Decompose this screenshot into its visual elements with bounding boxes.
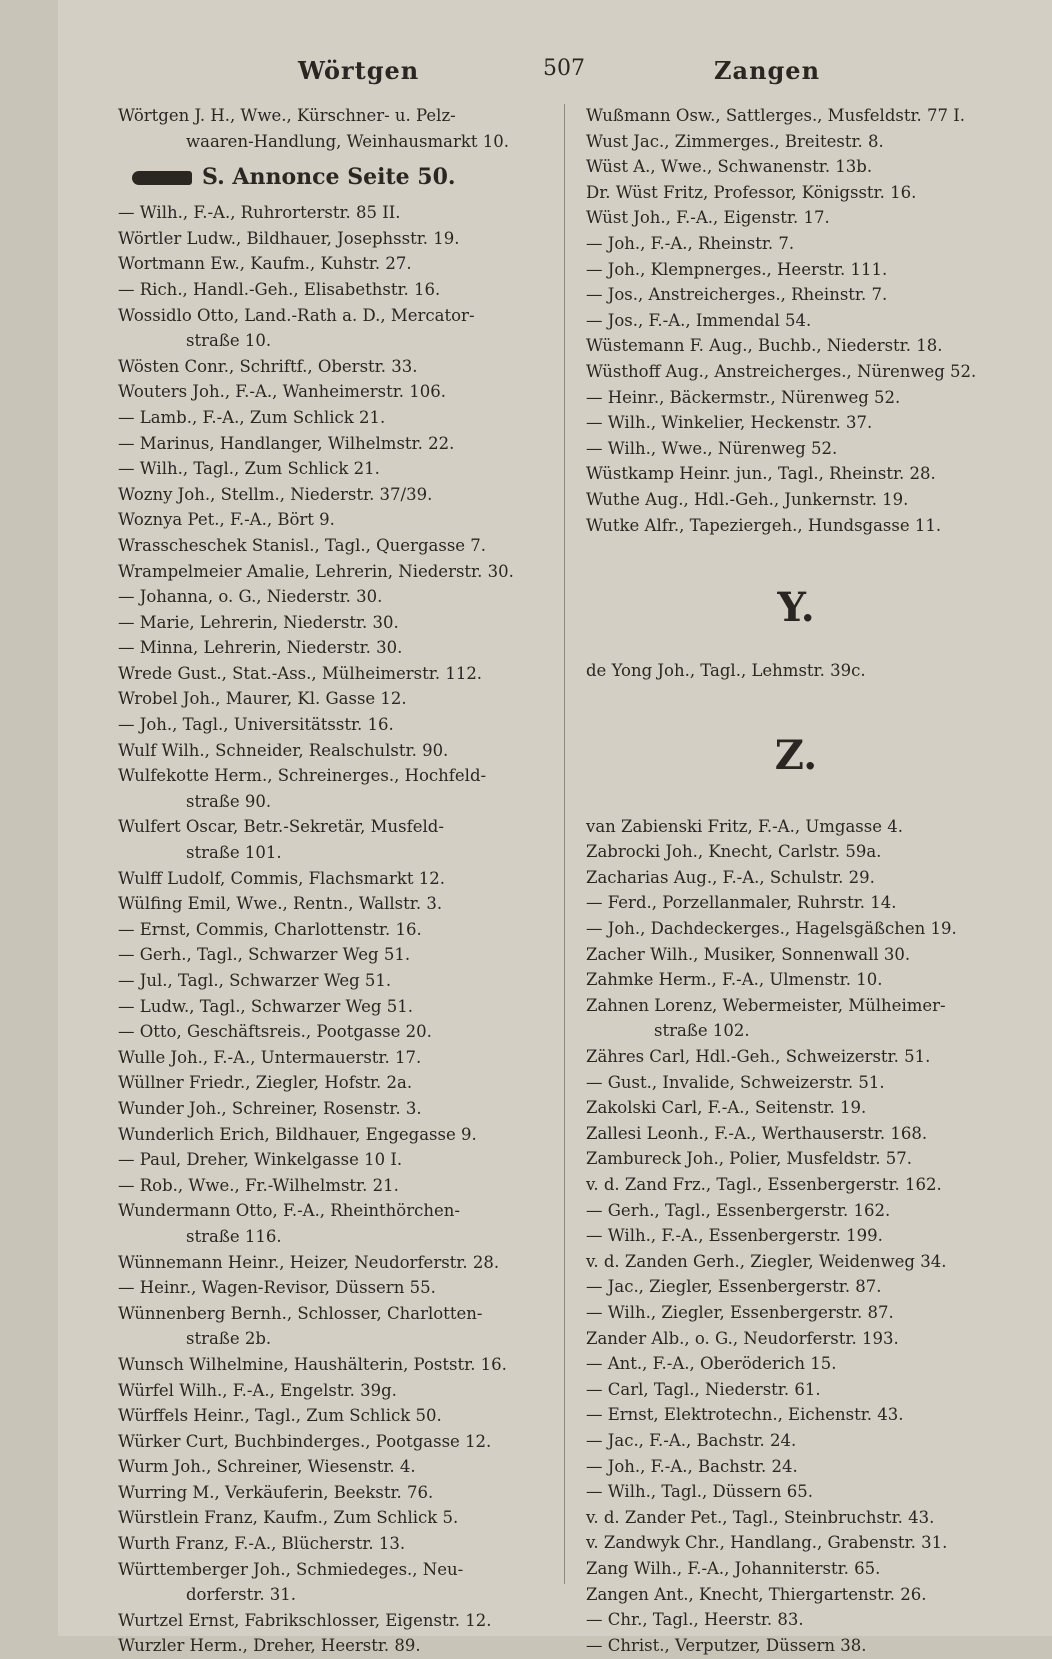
directory-entry: — Jos., F.-A., Immendal 54.: [586, 310, 812, 330]
directory-entry: — Rob., Wwe., Fr.-Wilhelmstr. 21.: [118, 1175, 399, 1195]
section-heading-y: Y.: [777, 584, 815, 632]
z-entries: [586, 814, 1006, 1659]
directory-entry: Zander Alb., o. G., Neudorferstr. 193.: [586, 1328, 899, 1348]
directory-entry: Wülfing Emil, Wwe., Rentn., Wallstr. 3.: [118, 894, 443, 914]
directory-entry: Wünnenberg Bernh., Schlosser, Charlotten-: [118, 1303, 483, 1323]
directory-entry: — Jos., Anstreicherges., Rheinstr. 7.: [586, 285, 888, 305]
directory-entry: Zallesi Leonh., F.-A., Werthauserstr. 168.: [586, 1123, 928, 1143]
directory-entry: Wurm Joh., Schreiner, Wiesenstr. 4.: [118, 1457, 416, 1477]
directory-entry: — Christ., Verputzer, Düssern 38.: [586, 1635, 867, 1655]
directory-entry: Wörtler Ludw., Bildhauer, Josephsstr. 19.: [118, 228, 460, 248]
directory-entry: — Wilh., Winkelier, Heckenstr. 37.: [586, 413, 873, 433]
directory-entry: — Wilh., Ziegler, Essenbergerstr. 87.: [586, 1302, 894, 1322]
directory-entry: — Ernst, Commis, Charlottenstr. 16.: [118, 919, 422, 939]
directory-entry: Württemberger Joh., Schmiedeges., Neu-: [118, 1559, 464, 1579]
directory-entry: Wüst A., Wwe., Schwanenstr. 13b.: [586, 157, 873, 177]
directory-entry: straße 2b.: [186, 1329, 272, 1349]
directory-entry: — Ludw., Tagl., Schwarzer Weg 51.: [118, 996, 413, 1016]
directory-entry: Dr. Wüst Fritz, Professor, Königsstr. 16.: [586, 182, 917, 202]
directory-entry: Wüstemann F. Aug., Buchb., Niederstr. 18.: [586, 336, 943, 356]
y-entries: [586, 658, 1006, 684]
directory-entry: Zang Wilh., F.-A., Johanniterstr. 65.: [586, 1558, 881, 1578]
directory-entry: Wrasscheschek Stanisl., Tagl., Quergasse 7.: [118, 535, 487, 555]
directory-entry: — Joh., F.-A., Bachstr. 24.: [586, 1456, 798, 1476]
directory-entry: Wüllner Friedr., Ziegler, Hofstr. 2a.: [118, 1073, 413, 1093]
directory-entry: — Wilh., Tagl., Düssern 65.: [586, 1482, 814, 1502]
directory-entry: Zähres Carl, Hdl.-Geh., Schweizerstr. 51.: [586, 1047, 931, 1067]
left-column: [118, 103, 558, 1659]
directory-entry: Wörtgen J. H., Wwe., Kürschner- u. Pelz-: [118, 106, 456, 125]
directory-entry: Wunder Joh., Schreiner, Rosenstr. 3.: [118, 1098, 422, 1118]
directory-entry: v. d. Zander Pet., Tagl., Steinbruchstr. 43.: [586, 1507, 935, 1527]
directory-entry: Wüstkamp Heinr. jun., Tagl., Rheinstr. 28.: [586, 464, 936, 484]
directory-entry: Wrobel Joh., Maurer, Kl. Gasse 12.: [118, 689, 407, 709]
directory-entry: Wurring M., Verkäuferin, Beekstr. 76.: [118, 1482, 434, 1502]
directory-entry: Wünnemann Heinr., Heizer, Neudorferstr. 28.: [118, 1252, 500, 1272]
directory-entry: — Paul, Dreher, Winkelgasse 10 I.: [118, 1150, 403, 1170]
directory-entry: Wundermann Otto, F.-A., Rheinthörchen-: [118, 1201, 460, 1221]
directory-entry: Wüst Joh., F.-A., Eigenstr. 17.: [586, 208, 830, 228]
directory-entry: Würker Curt, Buchbinderges., Pootgasse 12.: [118, 1431, 492, 1451]
right-column: [586, 103, 1006, 1658]
directory-entry: Woznya Pet., F.-A., Bört 9.: [118, 510, 335, 530]
directory-entry: — Johanna, o. G., Niederstr. 30.: [118, 587, 383, 607]
directory-entry: — Joh., Klempnerges., Heerstr. 111.: [586, 259, 888, 279]
directory-entry: — Gerh., Tagl., Essenbergerstr. 162.: [586, 1200, 891, 1220]
directory-entry: — Wilh., Wwe., Nürenweg 52.: [586, 438, 838, 458]
directory-entry: Wunsch Wilhelmine, Haushälterin, Poststr. 16.: [118, 1354, 507, 1374]
directory-entry: — Ferd., Porzellanmaler, Ruhrstr. 14.: [586, 893, 897, 913]
directory-entry: Zahnen Lorenz, Webermeister, Mülheimer-: [586, 995, 946, 1015]
directory-entry: Wust Jac., Zimmerges., Breitestr. 8.: [586, 131, 884, 151]
directory-entry: Würffels Heinr., Tagl., Zum Schlick 50.: [118, 1406, 442, 1426]
directory-entry: v. d. Zanden Gerh., Ziegler, Weidenweg 34.: [586, 1251, 947, 1271]
directory-entry: — Heinr., Bäckermstr., Nürenweg 52.: [586, 387, 901, 407]
left-entries: [118, 200, 558, 1659]
directory-entry: — Wilh., F.-A., Essenbergerstr. 199.: [586, 1226, 883, 1246]
directory-entry: straße 10.: [186, 331, 272, 351]
directory-entry: Wurtzel Ernst, Fabrikschlosser, Eigenstr. 12.: [118, 1610, 492, 1630]
directory-entry: — Jul., Tagl., Schwarzer Weg 51.: [118, 971, 392, 990]
directory-entry: — Jac., F.-A., Bachstr. 24.: [586, 1430, 797, 1450]
directory-entry: Wüsthoff Aug., Anstreicherges., Nürenweg 52.: [586, 361, 977, 381]
directory-entry: Zacharias Aug., F.-A., Schulstr. 29.: [586, 867, 875, 887]
directory-entry: Zangen Ant., Knecht, Thiergartenstr. 26.: [586, 1584, 927, 1604]
directory-entry: Würfel Wilh., F.-A., Engelstr. 39g.: [118, 1380, 397, 1400]
w-entries: [586, 103, 1006, 538]
directory-entry: Wutke Alfr., Tapeziergeh., Hundsgasse 11.: [586, 515, 942, 535]
directory-entry: straße 90.: [186, 791, 272, 811]
directory-entry: Wouters Joh., F.-A., Wanheimerstr. 106.: [118, 382, 447, 402]
directory-entry: — Wilh., F.-A., Ruhrorterstr. 85 II.: [118, 203, 401, 223]
directory-entry: Wossidlo Otto, Land.-Rath a. D., Mercator-: [118, 305, 475, 325]
directory-entry: — Marie, Lehrerin, Niederstr. 30.: [118, 612, 399, 632]
left-entries-top: [118, 103, 558, 154]
annonce-text: S. Annonce Seite 50.: [202, 164, 456, 191]
directory-entry: — Ernst, Elektrotechn., Eichenstr. 43.: [586, 1405, 904, 1425]
directory-entry: waaren-Handlung, Weinhausmarkt 10.: [186, 131, 509, 151]
directory-entry: Zacher Wilh., Musiker, Sonnenwall 30.: [586, 944, 911, 964]
directory-entry: — Heinr., Wagen-Revisor, Düssern 55.: [118, 1278, 436, 1298]
header-left-keyword: Wörtgen: [298, 56, 420, 85]
directory-entry: — Ant., F.-A., Oberöderich 15.: [586, 1354, 837, 1374]
directory-entry: Zabrocki Joh., Knecht, Carlstr. 59a.: [586, 842, 882, 862]
directory-entry: Wozny Joh., Stellm., Niederstr. 37/39.: [118, 484, 433, 504]
directory-entry: Wrede Gust., Stat.-Ass., Mülheimerstr. 112.: [118, 663, 483, 683]
directory-entry: de Yong Joh., Tagl., Lehmstr. 39c.: [586, 661, 866, 681]
directory-entry: v. d. Zand Frz., Tagl., Essenbergerstr. 162.: [586, 1175, 942, 1194]
header-right-keyword: Zangen: [714, 56, 821, 85]
directory-entry: Wulle Joh., F.-A., Untermauerstr. 17.: [118, 1047, 422, 1067]
directory-entry: Wortmann Ew., Kaufm., Kuhstr. 27.: [118, 254, 412, 274]
page-header: [58, 56, 1052, 96]
directory-entry: v. Zandwyk Chr., Handlang., Grabenstr. 31.: [586, 1533, 948, 1553]
directory-entry: — Wilh., Tagl., Zum Schlick 21.: [118, 459, 380, 479]
pointing-hand-icon: [132, 171, 192, 185]
directory-entry: — Minna, Lehrerin, Niederstr. 30.: [118, 638, 403, 658]
directory-entry: Wunderlich Erich, Bildhauer, Engegasse 9.: [118, 1124, 477, 1144]
directory-entry: — Joh., Dachdeckerges., Hagelsgäßchen 19.: [586, 919, 957, 939]
directory-entry: — Carl, Tagl., Niederstr. 61.: [586, 1379, 821, 1399]
directory-entry: — Gust., Invalide, Schweizerstr. 51.: [586, 1072, 885, 1092]
directory-entry: — Gerh., Tagl., Schwarzer Weg 51.: [118, 945, 411, 965]
directory-entry: Würstlein Franz, Kaufm., Zum Schlick 5.: [118, 1508, 459, 1528]
directory-entry: Wurth Franz, F.-A., Blücherstr. 13.: [118, 1534, 406, 1554]
column-divider: [564, 104, 565, 1584]
directory-entry: Wulf Wilh., Schneider, Realschulstr. 90.: [118, 740, 449, 760]
directory-entry: Zahmke Herm., F.-A., Ulmenstr. 10.: [586, 970, 883, 990]
directory-entry: dorferstr. 31.: [186, 1585, 297, 1605]
annonce-note: [118, 162, 558, 192]
directory-entry: — Lamb., F.-A., Zum Schlick 21.: [118, 407, 386, 427]
directory-entry: Wulff Ludolf, Commis, Flachsmarkt 12.: [118, 868, 445, 888]
directory-entry: Wösten Conr., Schriftf., Oberstr. 33.: [118, 356, 418, 376]
page-number: 507: [543, 56, 585, 81]
directory-entry: Zambureck Joh., Polier, Musfeldstr. 57.: [586, 1149, 913, 1169]
directory-entry: — Marinus, Handlanger, Wilhelmstr. 22.: [118, 433, 455, 453]
directory-entry: Wulfekotte Herm., Schreinerges., Hochfeld-: [118, 766, 487, 786]
directory-entry: van Zabienski Fritz, F.-A., Umgasse 4.: [586, 816, 903, 836]
directory-entry: Zakolski Carl, F.-A., Seitenstr. 19.: [586, 1098, 867, 1118]
directory-entry: straße 101.: [186, 843, 282, 863]
directory-entry: Wußmann Osw., Sattlerges., Musfeldstr. 77 I.: [586, 106, 966, 125]
directory-entry: — Chr., Tagl., Heerstr. 83.: [586, 1610, 804, 1630]
directory-entry: — Jac., Ziegler, Essenbergerstr. 87.: [586, 1277, 882, 1297]
directory-entry: Wrampelmeier Amalie, Lehrerin, Niederstr. 30.: [118, 561, 514, 581]
directory-entry: — Otto, Geschäftsreis., Pootgasse 20.: [118, 1022, 432, 1042]
directory-entry: Wuthe Aug., Hdl.-Geh., Junkernstr. 19.: [586, 489, 909, 509]
directory-entry: — Joh., F.-A., Rheinstr. 7.: [586, 233, 795, 253]
directory-entry: straße 116.: [186, 1226, 282, 1246]
directory-entry: — Rich., Handl.-Geh., Elisabethstr. 16.: [118, 279, 441, 299]
directory-entry: Wulfert Oscar, Betr.-Sekretär, Musfeld-: [118, 817, 444, 837]
section-heading-z: Z.: [774, 731, 818, 779]
directory-entry: — Joh., Tagl., Universitätsstr. 16.: [118, 715, 394, 735]
directory-entry: straße 102.: [654, 1021, 750, 1041]
directory-entry: Wurzler Herm., Dreher, Heerstr. 89.: [118, 1636, 421, 1656]
